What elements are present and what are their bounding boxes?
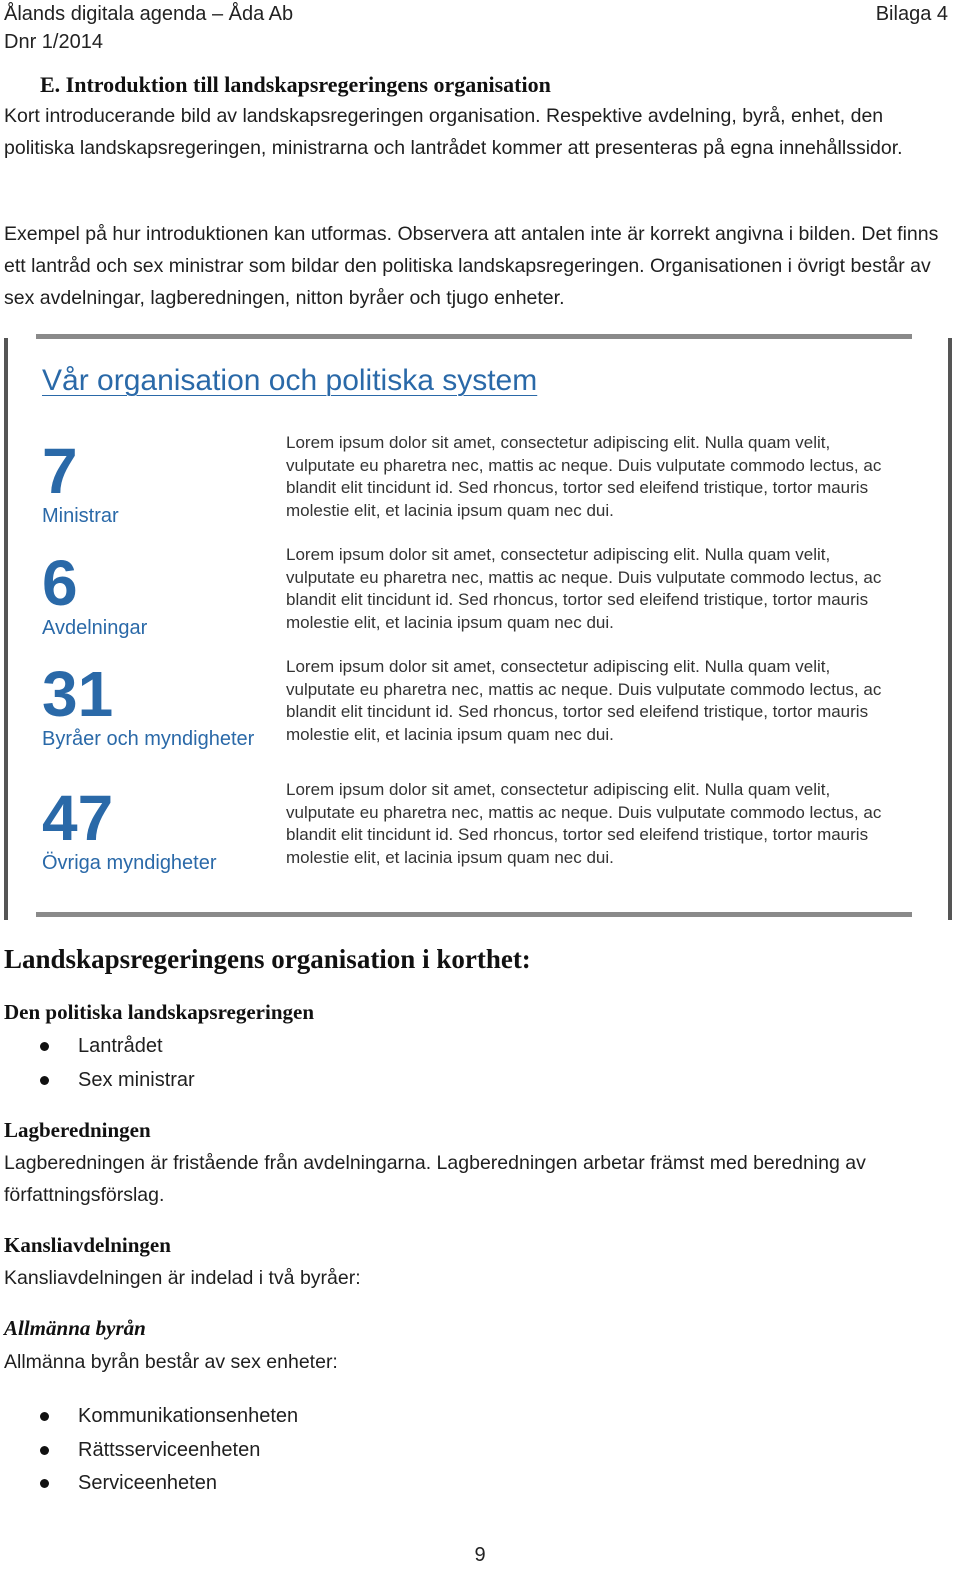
list-item	[40, 1064, 195, 1098]
slide-border-bottom	[36, 912, 912, 917]
section-heading: E. Introduktion till landskapsregeringens organisation	[40, 72, 551, 97]
stat-number: 7	[42, 435, 78, 507]
page-number: 9	[474, 1544, 486, 1566]
kansli-heading: Kansliavdelningen	[4, 1233, 171, 1257]
list-item	[40, 1434, 298, 1468]
bullet-icon	[40, 1479, 49, 1488]
stat-label: Övriga myndigheter	[42, 852, 217, 874]
stat-byraer	[42, 658, 255, 752]
header-left	[4, 0, 293, 56]
lagberedningen-heading: Lagberedningen	[4, 1118, 151, 1142]
allmanna-list	[40, 1400, 298, 1501]
list-item-text: Rättsserviceenheten	[78, 1438, 261, 1461]
attachment-label: Bilaga 4	[875, 3, 948, 25]
allmanna-heading: Allmänna byrån	[4, 1316, 146, 1340]
document-title: Ålands digitala agenda – Åda Ab	[4, 3, 294, 25]
bullet-icon	[40, 1042, 49, 1051]
slide-title: Vår organisation och politiska system	[42, 364, 538, 397]
slide-border-top	[36, 334, 912, 339]
stat-description: Lorem ipsum dolor sit amet, consectetur adipiscing elit. Nulla quam velit, vulputate eu pharetra nec, mattis ac neque. Duis vulputate commodo lectus, ac blandit elit tincidunt id. Sed rhoncus, tortor sed eleifend tristique, tortor mauris molestie elit, et lacinia ipsum quam nec dui.	[286, 433, 882, 520]
bullet-icon	[40, 1412, 49, 1421]
allmanna-text: Allmänna byrån består av sex enheter:	[4, 1351, 338, 1373]
stat-description: Lorem ipsum dolor sit amet, consectetur adipiscing elit. Nulla quam velit, vulputate eu pharetra nec, mattis ac neque. Duis vulputate commodo lectus, ac blandit elit tincidunt id. Sed rhoncus, tortor sed eleifend tristique, tortor mauris molestie elit, et lacinia ipsum quam nec dui.	[286, 657, 882, 744]
stat-number: 6	[42, 547, 78, 619]
lagberedningen-text: Lagberedningen är fristående från avdelningarna. Lagberedningen arbetar främst med beredning av författningsförslag.	[4, 1152, 866, 1206]
stat-number: 31	[42, 658, 114, 730]
list-item	[40, 1467, 298, 1501]
list-item-text: Lantrådet	[78, 1035, 163, 1057]
example-paragraph: Exempel på hur introduktionen kan utformas. Observera att antalen inte är korrekt angivna i bilden. Det finns ett lantråd och sex ministrar som bildar den politiska landskapsregeringen. Organisationen i övrigt består av sex avdelningar, lagberedningen, nitton byråer och tjugo enheter.	[4, 223, 939, 309]
list-item-text: Sex ministrar	[78, 1068, 195, 1091]
intro-paragraph: Kort introducerande bild av landskapsregeringen organisation. Respektive avdelning, byrå, enhet, den politiska landskapsregeringen, ministrarna och lantrådet kommer att presenteras på egna innehållssidor.	[4, 105, 903, 159]
list-item	[40, 1030, 195, 1064]
stat-label: Avdelningar	[42, 617, 148, 639]
stat-description: Lorem ipsum dolor sit amet, consectetur adipiscing elit. Nulla quam velit, vulputate eu pharetra nec, mattis ac neque. Duis vulputate commodo lectus, ac blandit elit tincidunt id. Sed rhoncus, tortor sed eleifend tristique, tortor mauris molestie elit, et lacinia ipsum quam nec dui.	[286, 780, 882, 867]
stat-description: Lorem ipsum dolor sit amet, consectetur adipiscing elit. Nulla quam velit, vulputate eu pharetra nec, mattis ac neque. Duis vulputate commodo lectus, ac blandit elit tincidunt id. Sed rhoncus, tortor sed eleifend tristique, tortor mauris molestie elit, et lacinia ipsum quam nec dui.	[286, 545, 882, 632]
stat-number: 47	[42, 782, 114, 854]
political-heading: Den politiska landskapsregeringen	[4, 1000, 315, 1024]
stat-ovriga	[42, 782, 217, 876]
kansli-text: Kansliavdelningen är indelad i två byråer:	[4, 1267, 361, 1289]
stat-label: Ministrar	[42, 505, 119, 527]
stat-label: Byråer och myndigheter	[42, 728, 255, 750]
bullet-icon	[40, 1076, 49, 1085]
summary-heading: Landskapsregeringens organisation i korthet:	[4, 944, 531, 974]
slide-border-left	[4, 338, 8, 920]
list-item-text: Kommunikationsenheten	[78, 1405, 299, 1427]
bullet-icon	[40, 1446, 49, 1455]
slide-border-right	[948, 338, 952, 920]
org-slide-image	[0, 334, 960, 924]
list-item	[40, 1400, 298, 1434]
document-dnr: Dnr 1/2014	[4, 31, 103, 53]
political-list	[40, 1030, 195, 1097]
stat-ministrar	[42, 435, 119, 529]
list-item-text: Serviceenheten	[78, 1472, 217, 1494]
stat-avdelningar	[42, 547, 148, 641]
